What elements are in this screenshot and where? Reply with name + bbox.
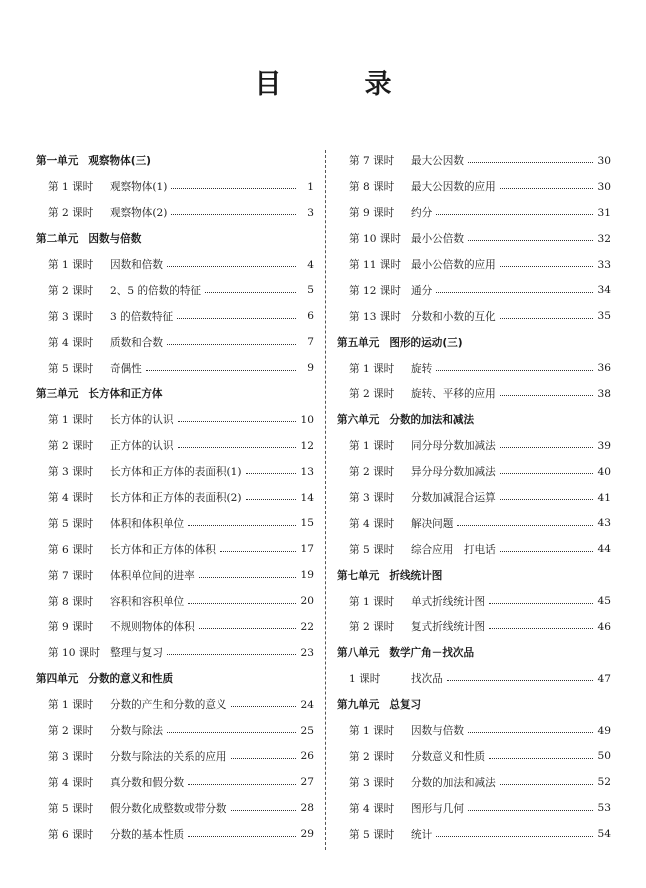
lesson-title: 分数的产生和分数的意义 <box>110 699 227 712</box>
unit-name: 图形的运动(三) <box>389 336 463 349</box>
page-number: 40 <box>597 465 611 478</box>
lesson-number: 第 8 课时 <box>48 595 94 608</box>
dot-leader <box>188 525 296 526</box>
dot-leader <box>500 784 593 785</box>
dot-leader <box>468 162 593 163</box>
lesson-title: 观察物体(2) <box>110 207 168 220</box>
lesson-number: 第 2 课时 <box>48 284 94 297</box>
toc-lesson-entry[interactable] <box>337 510 611 536</box>
lesson-title: 找次品 <box>411 673 443 686</box>
lesson-title: 正方体的认识 <box>110 440 174 453</box>
lesson-title: 分数的加法和减法 <box>411 776 496 789</box>
page-number: 38 <box>597 387 611 400</box>
lesson-number: 第 3 课时 <box>349 776 395 789</box>
page-number: 28 <box>300 802 314 815</box>
toc-lesson-entry[interactable] <box>337 718 611 744</box>
lesson-number: 第 7 课时 <box>349 155 395 168</box>
unit-number: 第一单元 <box>36 155 79 168</box>
lesson-number: 第 5 课时 <box>48 802 94 815</box>
lesson-number: 第 5 课时 <box>48 362 94 375</box>
lesson-number: 第 2 课时 <box>48 725 94 738</box>
lesson-number: 第 13 课时 <box>349 310 401 323</box>
toc-lesson-entry[interactable] <box>36 588 314 614</box>
toc-lesson-entry[interactable] <box>36 303 314 329</box>
lesson-title: 体积和体积单位 <box>110 517 185 530</box>
dot-leader <box>171 214 296 215</box>
toc-lesson-entry[interactable] <box>337 381 611 407</box>
toc-unit-heading <box>36 381 314 407</box>
lesson-number: 第 5 课时 <box>349 543 395 556</box>
dot-leader <box>220 551 296 552</box>
lesson-title: 最小公倍数 <box>411 233 464 246</box>
lesson-number: 第 4 课时 <box>349 517 395 530</box>
lesson-number: 1 课时 <box>349 673 381 686</box>
dot-leader <box>500 447 593 448</box>
lesson-number: 第 1 课时 <box>349 362 395 375</box>
unit-number: 第八单元 <box>337 647 380 660</box>
lesson-number: 第 2 课时 <box>48 207 94 220</box>
page-number: 41 <box>597 491 611 504</box>
page-number: 49 <box>597 724 611 737</box>
page-number: 34 <box>597 284 611 297</box>
page-number: 9 <box>307 362 314 375</box>
unit-name: 分数的加法和减法 <box>389 414 475 427</box>
toc-lesson-entry[interactable] <box>36 252 314 278</box>
dot-leader <box>246 473 296 474</box>
toc-lesson-entry[interactable] <box>337 459 611 485</box>
lesson-number: 第 7 课时 <box>48 569 94 582</box>
page-number: 20 <box>300 595 314 608</box>
page-number: 15 <box>300 517 314 530</box>
toc-lesson-entry[interactable] <box>337 200 611 226</box>
lesson-title: 分数的基本性质 <box>110 828 185 841</box>
lesson-title: 异分母分数加减法 <box>411 466 496 479</box>
dot-leader <box>167 654 296 655</box>
dot-leader <box>500 318 593 319</box>
page-number: 7 <box>307 336 314 349</box>
lesson-title: 旋转、平移的应用 <box>411 388 496 401</box>
page-number: 45 <box>597 595 611 608</box>
lesson-number: 第 12 课时 <box>349 284 401 297</box>
lesson-title: 真分数和假分数 <box>110 776 185 789</box>
lesson-title: 综合应用 打电话 <box>411 543 496 556</box>
toc-lesson-entry[interactable] <box>337 148 611 174</box>
unit-number: 第五单元 <box>337 336 380 349</box>
lesson-number: 第 3 课时 <box>349 492 395 505</box>
dot-leader <box>489 758 593 759</box>
column-divider <box>325 150 326 850</box>
page-number: 14 <box>300 491 314 504</box>
dot-leader <box>146 370 296 371</box>
page-number: 17 <box>300 543 314 556</box>
lesson-number: 第 4 课时 <box>48 776 94 789</box>
toc-lesson-entry[interactable] <box>337 174 611 200</box>
lesson-title: 奇偶性 <box>110 362 142 375</box>
toc-lesson-entry[interactable] <box>36 536 314 562</box>
lesson-title: 最小公倍数的应用 <box>411 259 496 271</box>
toc-lesson-entry[interactable] <box>36 510 314 536</box>
toc-unit-heading <box>337 329 611 355</box>
page-number: 52 <box>597 776 611 789</box>
toc-lesson-entry[interactable] <box>337 433 611 459</box>
dot-leader <box>436 836 593 837</box>
page-number: 6 <box>307 310 314 323</box>
page-number: 33 <box>597 258 611 271</box>
lesson-number: 第 1 课时 <box>349 440 395 453</box>
lesson-number: 第 2 课时 <box>48 440 94 453</box>
page-number: 10 <box>300 413 314 426</box>
toc-lesson-entry[interactable] <box>36 459 314 485</box>
toc-unit-heading <box>337 562 611 588</box>
lesson-number: 第 1 课时 <box>48 181 94 194</box>
lesson-title: 整理与复习 <box>110 647 163 660</box>
toc-lesson-entry[interactable] <box>337 821 611 847</box>
unit-number: 第四单元 <box>36 673 79 686</box>
lesson-title: 分数与除法的关系的应用 <box>110 750 227 763</box>
lesson-title: 分数加减混合运算 <box>411 492 496 505</box>
toc-unit-heading <box>337 407 611 433</box>
toc-lesson-entry[interactable] <box>337 769 611 795</box>
toc-lesson-entry[interactable] <box>337 485 611 511</box>
dot-leader <box>447 680 593 681</box>
lesson-number: 第 2 课时 <box>349 621 395 634</box>
lesson-title: 通分 <box>411 284 433 297</box>
lesson-number: 第 4 课时 <box>349 802 395 815</box>
lesson-title: 长方体和正方体的表面积(1) <box>110 466 242 479</box>
toc-lesson-entry[interactable] <box>36 200 314 226</box>
toc-unit-heading <box>337 692 611 718</box>
lesson-title: 因数与倍数 <box>411 725 464 738</box>
dot-leader <box>489 628 593 629</box>
page-number: 35 <box>597 310 611 323</box>
dot-leader <box>188 603 296 604</box>
unit-name: 分数的意义和性质 <box>88 673 174 686</box>
lesson-number: 第 1 课时 <box>349 725 395 738</box>
toc-lesson-entry[interactable] <box>337 743 611 769</box>
dot-leader <box>468 240 593 241</box>
toc-lesson-entry[interactable] <box>36 769 314 795</box>
toc-right-column <box>337 148 611 847</box>
page-title: 目 录 <box>254 69 420 100</box>
page-number: 13 <box>300 465 314 478</box>
dot-leader <box>231 706 296 707</box>
page-number: 19 <box>300 569 314 582</box>
toc-lesson-entry[interactable] <box>36 640 314 666</box>
lesson-title: 最大公因数的应用 <box>411 181 496 194</box>
dot-leader <box>500 266 593 267</box>
page-number: 23 <box>300 646 314 659</box>
page-number: 30 <box>597 180 611 193</box>
toc-lesson-entry[interactable] <box>36 718 314 744</box>
toc-lesson-entry[interactable] <box>337 666 611 692</box>
toc-unit-heading <box>36 226 314 252</box>
lesson-title: 分数与除法 <box>110 725 163 738</box>
toc-lesson-entry[interactable] <box>337 355 611 381</box>
toc-lesson-entry[interactable] <box>36 174 314 200</box>
lesson-number: 第 1 课时 <box>349 595 395 608</box>
unit-name: 因数与倍数 <box>88 233 142 246</box>
page-number: 4 <box>307 258 314 271</box>
toc-lesson-entry[interactable] <box>337 536 611 562</box>
dot-leader <box>500 395 593 396</box>
page-number: 3 <box>307 206 314 219</box>
toc-lesson-entry[interactable] <box>337 226 611 252</box>
lesson-title: 假分数化成整数或带分数 <box>110 802 227 815</box>
unit-number: 第六单元 <box>337 414 380 427</box>
dot-leader <box>500 551 593 552</box>
dot-leader <box>205 292 296 293</box>
page-number: 31 <box>597 206 611 219</box>
toc-lesson-entry[interactable] <box>36 692 314 718</box>
dot-leader <box>167 344 296 345</box>
toc-lesson-entry[interactable] <box>36 277 314 303</box>
page-number: 50 <box>597 750 611 763</box>
toc-lesson-entry[interactable] <box>36 795 314 821</box>
toc-lesson-entry[interactable] <box>36 562 314 588</box>
toc-lesson-entry[interactable] <box>337 277 611 303</box>
dot-leader <box>188 784 296 785</box>
toc-unit-heading <box>337 640 611 666</box>
lesson-number: 第 9 课时 <box>349 207 395 220</box>
page-number: 27 <box>300 776 314 789</box>
page-number: 44 <box>597 543 611 556</box>
page-number: 43 <box>597 517 611 530</box>
toc-lesson-entry[interactable] <box>337 303 611 329</box>
lesson-title: 分数和小数的互化 <box>411 310 496 323</box>
toc-lesson-entry[interactable] <box>36 329 314 355</box>
dot-leader <box>500 473 593 474</box>
lesson-number: 第 1 课时 <box>48 699 94 712</box>
dot-leader <box>199 628 296 629</box>
lesson-title: 解决问题 <box>411 517 454 530</box>
lesson-number: 第 6 课时 <box>48 828 94 841</box>
lesson-title: 单式折线统计图 <box>411 595 486 608</box>
dot-leader <box>246 499 296 500</box>
page-number: 29 <box>300 828 314 841</box>
dot-leader <box>436 214 593 215</box>
toc-lesson-entry[interactable] <box>36 743 314 769</box>
lesson-number: 第 3 课时 <box>48 750 94 763</box>
dot-leader <box>199 577 296 578</box>
unit-number: 第七单元 <box>337 569 380 582</box>
lesson-title: 3 的倍数特征 <box>110 310 174 323</box>
lesson-number: 第 3 课时 <box>48 310 94 323</box>
page-number: 22 <box>300 620 314 633</box>
page-number: 47 <box>597 672 611 685</box>
toc-lesson-entry[interactable] <box>36 821 314 847</box>
unit-name: 总复习 <box>389 699 422 712</box>
lesson-title: 因数和倍数 <box>110 259 163 271</box>
unit-number: 第三单元 <box>36 388 79 401</box>
lesson-title: 长方体和正方体的体积 <box>110 543 216 556</box>
page-number: 26 <box>300 750 314 763</box>
dot-leader <box>500 188 593 189</box>
toc-lesson-entry[interactable] <box>36 355 314 381</box>
lesson-number: 第 6 课时 <box>48 543 94 556</box>
page-number: 54 <box>597 828 611 841</box>
toc-lesson-entry[interactable] <box>337 795 611 821</box>
toc-lesson-entry[interactable] <box>337 614 611 640</box>
dot-leader <box>468 810 593 811</box>
toc-unit-heading <box>36 148 314 174</box>
lesson-title: 旋转 <box>411 362 433 375</box>
page-number: 24 <box>300 698 314 711</box>
page-number: 30 <box>597 154 611 167</box>
dot-leader <box>188 836 296 837</box>
page-number: 32 <box>597 232 611 245</box>
toc-lesson-entry[interactable] <box>36 485 314 511</box>
lesson-number: 第 2 课时 <box>349 466 395 479</box>
page-number: 36 <box>597 362 611 375</box>
dot-leader <box>178 447 296 448</box>
unit-name: 数学广角－找次品 <box>389 647 475 660</box>
dot-leader <box>171 188 296 189</box>
lesson-number: 第 5 课时 <box>48 517 94 530</box>
page-number: 46 <box>597 620 611 633</box>
lesson-number: 第 11 课时 <box>349 259 401 271</box>
lesson-number: 第 10 课时 <box>48 647 100 660</box>
page-number: 53 <box>597 802 611 815</box>
lesson-title: 体积单位间的进率 <box>110 569 195 582</box>
toc-lesson-entry[interactable] <box>36 614 314 640</box>
lesson-title: 长方体和正方体的表面积(2) <box>110 492 242 505</box>
lesson-number: 第 2 课时 <box>349 388 395 401</box>
lesson-title: 统计 <box>411 828 433 841</box>
lesson-title: 最大公因数 <box>411 155 464 168</box>
dot-leader <box>167 266 296 267</box>
page-number: 5 <box>307 284 314 297</box>
page-number: 25 <box>300 724 314 737</box>
dot-leader <box>167 732 296 733</box>
dot-leader <box>178 421 296 422</box>
lesson-title: 复式折线统计图 <box>411 621 486 634</box>
lesson-number: 第 1 课时 <box>48 414 94 427</box>
dot-leader <box>500 499 593 500</box>
unit-name: 观察物体(三) <box>88 155 152 168</box>
toc-lesson-entry[interactable] <box>337 252 611 278</box>
dot-leader <box>468 732 593 733</box>
unit-number: 第九单元 <box>337 699 380 712</box>
lesson-number: 第 4 课时 <box>48 492 94 505</box>
unit-name: 长方体和正方体 <box>88 388 163 401</box>
lesson-number: 第 2 课时 <box>349 750 395 763</box>
page-number: 12 <box>300 439 314 452</box>
toc-left-column <box>36 148 314 847</box>
lesson-title: 质数和合数 <box>110 336 163 349</box>
lesson-title: 约分 <box>411 207 433 220</box>
lesson-title: 同分母分数加减法 <box>411 440 496 453</box>
unit-name: 折线统计图 <box>389 569 443 582</box>
lesson-title: 观察物体(1) <box>110 181 168 194</box>
dot-leader <box>231 810 296 811</box>
dot-leader <box>436 370 593 371</box>
toc-unit-heading <box>36 666 314 692</box>
toc-lesson-entry[interactable] <box>36 407 314 433</box>
lesson-title: 不规则物体的体积 <box>110 621 195 634</box>
toc-lesson-entry[interactable] <box>337 588 611 614</box>
page-number: 1 <box>307 180 314 193</box>
lesson-title: 长方体的认识 <box>110 414 174 427</box>
lesson-number: 第 10 课时 <box>349 233 401 246</box>
lesson-title: 分数意义和性质 <box>411 750 486 763</box>
lesson-number: 第 3 课时 <box>48 466 94 479</box>
dot-leader <box>457 525 593 526</box>
dot-leader <box>489 603 593 604</box>
lesson-number: 第 8 课时 <box>349 181 395 194</box>
lesson-title: 图形与几何 <box>411 802 464 815</box>
lesson-number: 第 4 课时 <box>48 336 94 349</box>
lesson-title: 2、5 的倍数的特征 <box>110 284 202 297</box>
dot-leader <box>177 318 296 319</box>
lesson-number: 第 1 课时 <box>48 259 94 271</box>
lesson-number: 第 9 课时 <box>48 621 94 634</box>
unit-number: 第二单元 <box>36 233 79 246</box>
page-number: 39 <box>597 439 611 452</box>
toc-lesson-entry[interactable] <box>36 433 314 459</box>
dot-leader <box>436 292 593 293</box>
lesson-number: 第 5 课时 <box>349 828 395 841</box>
dot-leader <box>231 758 296 759</box>
lesson-title: 容积和容积单位 <box>110 595 185 608</box>
